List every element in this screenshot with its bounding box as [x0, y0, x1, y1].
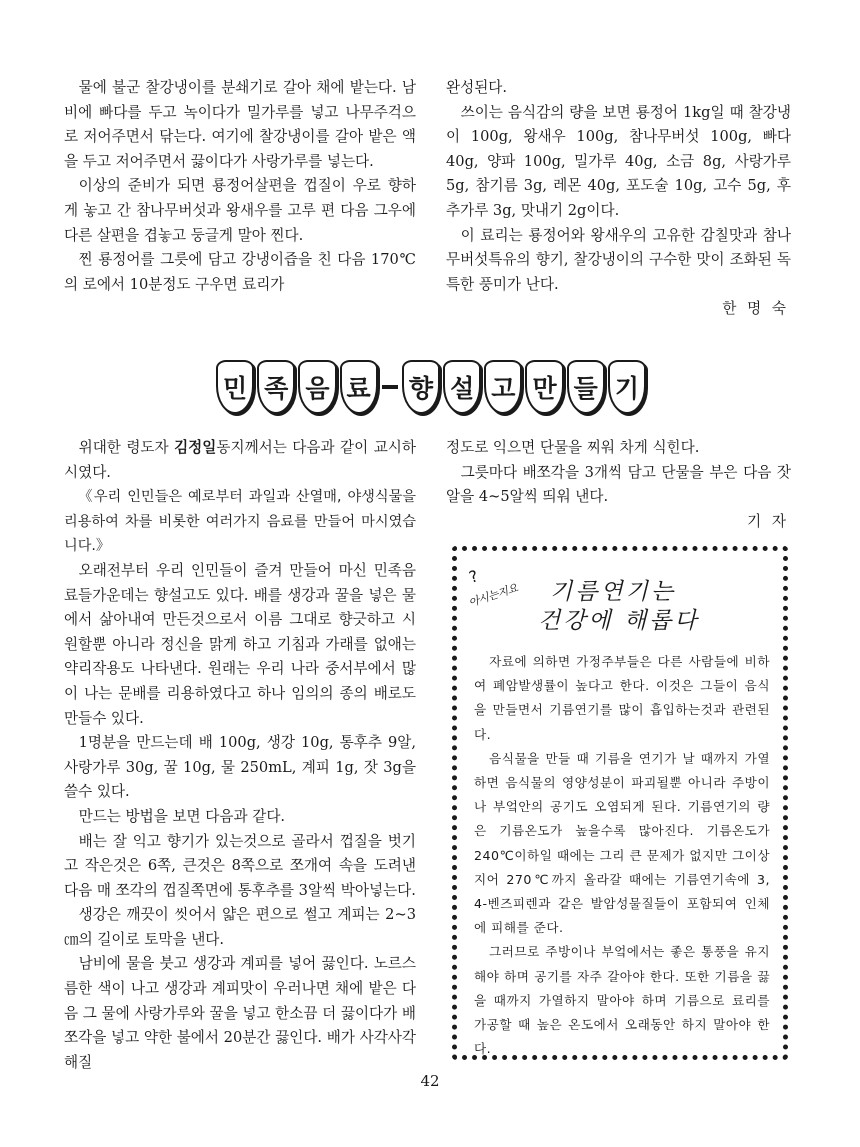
info-paragraph: 음식물을 만들 때 기름을 연기가 날 때까지 가열하면 음식물의 영양성분이 파괴될뿐 아니라 주방이나 부엌안의 공기도 오염되게 된다. 기름연기의 량은 기름온도가 높을수록 많아진다. 기름온도가 240℃이하일 때에는 그리 큰 문제가 없지만 그이상 지어 270℃까지 올라갈 때에는 기름연기속에 3, 4-벤즈피렌과 같은 발암성물질들이 포함되여 인체에 피해를 준다. [474, 750, 770, 936]
info-box-body [474, 650, 770, 1061]
title-char: 기 [608, 360, 646, 414]
info-box-title: 건강에 해롭다 [538, 608, 700, 634]
article1-paragraph: 물에 불군 찰강냉이를 분쇄기로 갈아 채에 밭는다. 남비에 빠다를 두고 녹이다가 밀가루를 넣고 나무주걱으로 저어주면서 닦는다. 여기에 찰강냉이를 갈아 밭은 액을 두고 저어주면서 끓이다가 사랑가루를 넣는다. [64, 79, 416, 170]
title-char: 료 [340, 360, 378, 414]
article2-paragraph: 만드는 방법을 보면 다음과 같다. [78, 807, 286, 825]
article1-paragraph: 이상의 준비가 되면 룡정어살편을 껍질이 우로 향하게 놓고 간 참나무버섯과 왕새우를 고루 편 다음 그우에 다른 살편을 겹놓고 둥글게 말아 찐다. [64, 177, 416, 244]
page-number: 42 [420, 1072, 440, 1090]
article2-paragraph: 1명분을 만드는데 배 100g, 생강 10g, 통후추 9알, 사랑가루 30g, 꿀 10g, 물 250mL, 계피 1g, 잣 3g을 쓸수 있다. [64, 734, 416, 801]
title-dash [382, 385, 398, 389]
intro-text: 위대한 령도자 [78, 439, 175, 456]
article1-paragraph: 찐 룡정어를 그릇에 담고 강냉이즙을 친 다음 170℃의 로에서 10분정도 구우면 료리가 [64, 251, 416, 293]
article2-quote: 《우리 인민들은 예로부터 과일과 산열매, 야생식물을 리용하여 차를 비롯한 여러가지 음료를 만들어 마시였습니다.》 [64, 489, 416, 555]
title-char: 민 [216, 360, 254, 414]
title-char: 향 [402, 360, 440, 414]
article2-paragraph: 생강은 깨끗이 씻어서 얇은 편으로 썰고 계피는 2~3㎝의 길이로 토막을 낸다. [64, 906, 416, 948]
info-paragraph: 그러므로 주방이나 부엌에서는 좋은 통풍을 유지해야 하며 공기를 자주 갈아야 한다. 또한 기름을 끓을 때까지 가열하지 말아야 하며 기름으로 료리를 가공할 때 높은 온도에서 오래동안 하지 말아야 한다. [474, 944, 770, 1057]
leader-name: 김정일 [174, 439, 217, 456]
title-char: 만 [525, 360, 563, 414]
article1-author: 한 명 숙 [722, 300, 789, 318]
article2-left-column [64, 436, 416, 1075]
article2-paragraph: 남비에 물을 붓고 생강과 계피를 넣어 끓인다. 노르스름한 색이 나고 생강과 계피맛이 우러나면 채에 밭은 다음 그 물에 사랑가루와 꿀을 넣고 한소끔 더 끓이다가 배쪼각을 넣고 약한 불에서 20분간 끓인다. 배가 사각사각해질 [64, 955, 416, 1071]
info-paragraph: 자료에 의하면 가정주부들은 다른 사람들에 비하여 폐암발생률이 높다고 한다. 이것은 그들이 음식을 만들면서 기름연기를 많이 흡입하는것과 관련된다. [474, 654, 770, 742]
article1-continuation: 완성된다. [446, 79, 508, 96]
title-char: 고 [484, 360, 522, 414]
article1-left-column [64, 76, 416, 297]
article1-paragraph: 쓰이는 음식감의 량을 보면 룡정어 1kg일 때 찰강냉이 100g, 왕새우 100g, 참나무버섯 100g, 빠다 40g, 양파 100g, 밀가루 40g, 소금 8g, 사랑가루 5g, 참기름 3g, 레몬 40g, 포도술 10g, 고수 5g, 후추가루 3g, 맛내기 2g이다. [446, 103, 791, 219]
article2-paragraph: 오래전부터 우리 인민들이 즐겨 만들어 마신 민족음료들가운데는 향설고도 있다. 배를 생강과 꿀을 넣은 물에서 삶아내여 만든것으로서 이름 그대로 향긋하고 시원할뿐 아니라 정신을 맑게 하고 기침과 가래를 없애는 약리작용도 나타낸다. 원래는 우리 나라 중서부에서 많이 나는 문배를 리용하였다고 하나 임의의 종의 배로도 만들수 있다. [64, 561, 416, 727]
title-char: 족 [257, 360, 295, 414]
tip-badge: ? 아시는지요 [454, 568, 531, 622]
article2-intro [64, 436, 416, 485]
article2-paragraph: 배는 잘 익고 향기가 있는것으로 골라서 껍질을 벗기고 작은것은 6쪽, 큰것은 8쪽으로 쪼개여 속을 도려낸 다음 매 쪼각의 껍질쪽면에 통후추를 3알씩 박아넣는다. [64, 832, 416, 899]
article2-paragraph: 그릇마다 배쪼각을 3개씩 담고 단물을 부은 다음 잣알을 4~5알씩 띄워 낸다. [446, 463, 791, 506]
article2-title [216, 358, 646, 416]
article2-author: 기 자 [747, 512, 789, 530]
info-box-title: 기름연기는 [550, 579, 677, 605]
title-char: 설 [443, 360, 481, 414]
intro-text: 동지께서는 다음과 같이 교시하시였다. [64, 439, 416, 481]
article1-paragraph: 이 료리는 룡정어와 왕새우의 고유한 감칠맛과 참나무버섯특유의 향기, 찰강냉이의 구수한 맛이 조화된 독특한 풍미가 난다. [446, 226, 791, 293]
article1-right-column [446, 76, 791, 322]
article2-right-column [446, 436, 791, 534]
title-char: 음 [298, 360, 336, 414]
title-char: 들 [567, 360, 605, 414]
article2-continuation: 정도로 익으면 단물을 찌워 차게 식힌다. [446, 439, 700, 456]
